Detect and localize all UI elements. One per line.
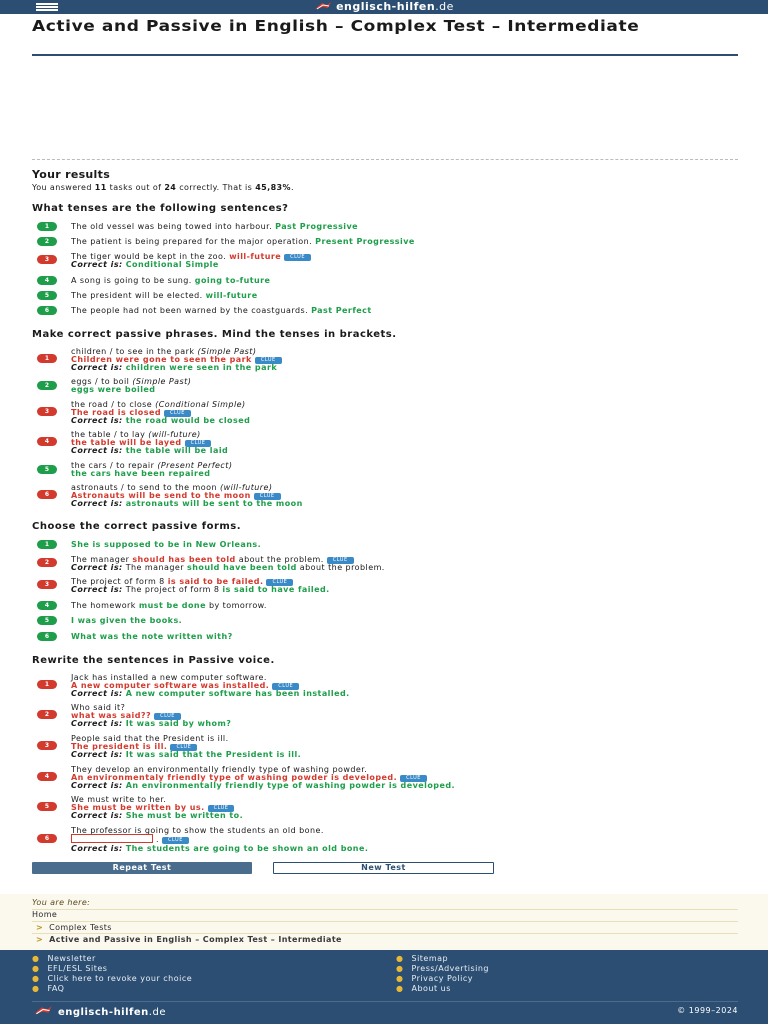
task-item: 2 The manager should has been told about the problem. CLUE Correct is: The manager should have been told about the problem.	[32, 555, 738, 573]
top-bar	[0, 0, 768, 14]
task-item: 5 The president will be elected. will-future	[32, 291, 738, 305]
footer-link-privacy[interactable]: ● Privacy Policy	[396, 974, 474, 983]
task-item: 6 astronauts / to send to the moon (will-future) Astronauts will be send to the moon CLUE Correct is: astronauts will be sent to the moon	[32, 483, 738, 509]
answer-correct: Past Perfect	[311, 306, 372, 315]
task-item: 3 the road / to close (Conditional Simple) The road is closed CLUE Correct is: the road would be closed	[32, 400, 738, 426]
task-item: 3 The project of form 8 is said to be failed. CLUE Correct is: The project of form 8 is said to have failed.	[32, 577, 738, 595]
clue-button[interactable]: CLUE	[255, 357, 282, 364]
task-item	[32, 632, 738, 646]
answer-wrong: Astronauts will be send to the moon	[71, 491, 251, 500]
breadcrumb-heading: You are here:	[32, 898, 91, 907]
answer-correct: Past Progressive	[275, 222, 359, 231]
clue-button[interactable]: CLUE	[254, 493, 281, 500]
answer-wrong: An environmentaly friendly type of washing powder is developed.	[71, 773, 398, 782]
task-item	[32, 540, 738, 554]
answer-wrong: The road is closed	[71, 408, 161, 417]
answer-correct: What was the note written with?	[71, 632, 233, 641]
clue-button[interactable]: CLUE	[162, 837, 189, 844]
answer-correct: must be done	[138, 601, 206, 610]
task-number-badge: 4	[37, 601, 57, 610]
correct-answer: It was said that the President is ill.	[125, 750, 302, 759]
footer-logo[interactable]: englisch-hilfen.de	[32, 1005, 166, 1018]
task-number-badge: 1	[37, 540, 57, 549]
task-item: 1 children / to see in the park (Simple Past) Children were gone to seen the park CLUE Correct is: children were seen in the park	[32, 347, 738, 373]
task-item: 6 The people had not been warned by the coastguards. Past Perfect	[32, 306, 738, 320]
answer-wrong: The president is ill.	[71, 742, 168, 751]
footer-link-faq[interactable]: ● FAQ	[32, 984, 65, 993]
section-heading-rewrite: Rewrite the sentences in Passive voice.	[32, 655, 275, 666]
task-item: 4 A song is going to be sung. going to-future	[32, 276, 738, 290]
site-logo[interactable]	[0, 1, 768, 13]
task-number-badge: 4	[37, 437, 57, 446]
bullet-icon: ●	[32, 984, 40, 993]
clue-button[interactable]: CLUE	[272, 683, 299, 690]
total-count: 24	[164, 183, 177, 192]
task-number-badge: 5	[37, 291, 57, 300]
answer-wrong: the table will be layed	[71, 438, 182, 447]
answer-input[interactable]	[71, 834, 153, 843]
ad-divider	[32, 159, 738, 160]
clue-button[interactable]: CLUE	[327, 557, 354, 564]
section-heading-forms: Choose the correct passive forms.	[32, 521, 242, 532]
footer-link-newsletter[interactable]: ● Newsletter	[32, 954, 96, 963]
footer-link-efl-sites[interactable]: ● EFL/ESL Sites	[32, 964, 108, 973]
bullet-icon: ●	[32, 974, 40, 983]
bullet-icon: ●	[396, 954, 404, 963]
task-number-badge: 1	[37, 354, 57, 363]
answer-correct: eggs were boiled	[71, 385, 156, 394]
answer-wrong: Children were gone to seen the park	[71, 355, 252, 364]
breadcrumb-complex-tests[interactable]: > Complex Tests	[36, 923, 112, 932]
task-item	[32, 616, 738, 630]
footer-link-sitemap[interactable]: ● Sitemap	[396, 954, 449, 963]
correct-answer: The students are going to be shown an old bone.	[125, 844, 369, 853]
answer-correct: I was given the books.	[71, 616, 183, 625]
answer-wrong: should has been told	[132, 555, 236, 564]
correct-answer: An environmentally friendly type of washing powder is developed.	[125, 781, 455, 790]
task-number-badge: 6	[37, 490, 57, 499]
task-number-badge: 2	[37, 558, 57, 567]
site-tld: .de	[435, 0, 454, 13]
task-number-badge: 4	[37, 772, 57, 781]
task-item: 2 eggs / to boil (Simple Past) eggs were boiled	[32, 377, 738, 395]
answer-wrong: She must be written by us.	[71, 803, 205, 812]
task-number-badge: 3	[37, 741, 57, 750]
clue-button[interactable]: CLUE	[170, 744, 197, 751]
task-item: 5 We must write to her. She must be written by us. CLUE Correct is: She must be written to.	[32, 795, 738, 821]
answer-correct: the cars have been repaired	[71, 469, 211, 478]
breadcrumb-current: > Active and Passive in English – Complex Test – Intermediate	[36, 935, 342, 944]
clue-button[interactable]: CLUE	[154, 713, 181, 720]
task-item: 5 the cars / to repair (Present Perfect) the cars have been repaired	[32, 461, 738, 479]
task-number-badge: 5	[37, 465, 57, 474]
repeat-test-button[interactable]: Repeat Test	[32, 862, 252, 874]
clue-button[interactable]: CLUE	[185, 440, 212, 447]
bullet-icon: ●	[396, 964, 404, 973]
clue-button[interactable]: CLUE	[284, 254, 311, 261]
footer-link-revoke-choice[interactable]: ● Click here to revoke your choice	[32, 974, 193, 983]
task-item: 1 Jack has installed a new computer software. A new computer software was installed. CLUE Correct is: A new computer software has been installed.	[32, 673, 738, 699]
correct-answer: the road would be closed	[125, 416, 251, 425]
correct-answer: children were seen in the park	[125, 363, 278, 372]
answer-wrong: is said to be failed.	[167, 577, 264, 586]
correct-answer: should have been told	[187, 563, 297, 572]
bullet-icon: ●	[32, 954, 40, 963]
copyright: © 1999–2024	[677, 1006, 738, 1015]
clue-button[interactable]: CLUE	[400, 775, 427, 782]
task-number-badge: 6	[37, 834, 57, 843]
task-number-badge: 1	[37, 680, 57, 689]
answer-wrong: will-future	[229, 252, 282, 261]
correct-answer: A new computer software has been installed.	[125, 689, 350, 698]
breadcrumb-home[interactable]: Home	[32, 910, 58, 919]
correct-count: 11	[94, 183, 107, 192]
task-number-badge: 3	[37, 255, 57, 264]
answer-correct: Present Progressive	[315, 237, 415, 246]
task-number-badge: 2	[37, 381, 57, 390]
clue-button[interactable]: CLUE	[164, 410, 191, 417]
task-item: 2 Who said it? what was said?? CLUE Correct is: It was said by whom?	[32, 703, 738, 729]
title-divider	[32, 54, 738, 56]
footer-link-press[interactable]: ● Press/Advertising	[396, 964, 489, 973]
task-item: 1 The old vessel was being towed into harbour. Past Progressive	[32, 222, 738, 236]
task-number-badge: 4	[37, 276, 57, 285]
breadcrumb	[0, 894, 768, 950]
footer-link-about[interactable]: ● About us	[396, 984, 451, 993]
task-number-badge: 3	[37, 580, 57, 589]
results-heading: Your results	[32, 168, 111, 181]
section-heading-tenses: What tenses are the following sentences?	[32, 203, 289, 214]
correct-answer: is said to have failed.	[222, 585, 330, 594]
answer-correct: going to-future	[194, 276, 271, 285]
page-title: Active and Passive in English – Complex Test – Intermediate	[32, 17, 640, 36]
chevron-right-icon: >	[36, 935, 44, 944]
correct-answer: astronauts will be sent to the moon	[125, 499, 303, 508]
task-number-badge: 2	[37, 710, 57, 719]
answer-correct: She is supposed to be in New Orleans.	[71, 540, 262, 549]
answer-wrong: A new computer software was installed.	[71, 681, 270, 690]
correct-answer: She must be written to.	[125, 811, 244, 820]
task-item: 4 They develop an environmentally friendly type of washing powder. An environmentaly friendly type of washing powder is developed. CLUE Correct is: An environmentally friendly type of washing powder is developed.	[32, 765, 738, 791]
new-test-button[interactable]: New Test	[273, 862, 494, 874]
correct-answer: It was said by whom?	[125, 719, 232, 728]
clue-button[interactable]: CLUE	[208, 805, 235, 812]
correct-answer: Conditional Simple	[125, 260, 219, 269]
answer-correct: will-future	[205, 291, 258, 300]
section-heading-phrases: Make correct passive phrases. Mind the tenses in brackets.	[32, 329, 397, 340]
task-item: 3 People said that the President is ill. The president is ill. CLUE Correct is: It was said that the President is ill.	[32, 734, 738, 760]
task-number-badge: 6	[37, 632, 57, 641]
clue-button[interactable]: CLUE	[266, 579, 293, 586]
task-number-badge: 5	[37, 802, 57, 811]
task-number-badge: 6	[37, 306, 57, 315]
task-item: 3 The tiger would be kept in the zoo. will-future CLUE Correct is: Conditional Simple	[32, 252, 738, 266]
task-number-badge: 3	[37, 407, 57, 416]
task-item: 4 the table / to lay (will-future) the table will be layed CLUE Correct is: the table will be laid	[32, 430, 738, 456]
correct-answer: the table will be laid	[125, 446, 229, 455]
task-item: 4 The homework must be done by tomorrow.	[32, 601, 738, 615]
results-summary: You answered 11 tasks out of 24 correctly. That is 45,83%.	[32, 183, 294, 192]
bullet-icon: ●	[396, 974, 404, 983]
flag-logo-icon	[314, 1, 332, 11]
task-item: 6 The professor is going to show the students an old bone. . CLUE Correct is: The students are going to be shown an old bone.	[32, 826, 738, 852]
task-item: 2 The patient is being prepared for the major operation. Present Progressive	[32, 237, 738, 251]
footer	[0, 950, 768, 1024]
bullet-icon: ●	[396, 984, 404, 993]
site-name: englisch-hilfen	[336, 0, 436, 13]
task-number-badge: 2	[37, 237, 57, 246]
task-number-badge: 1	[37, 222, 57, 231]
task-number-badge: 5	[37, 616, 57, 625]
answer-wrong: what was said??	[71, 711, 152, 720]
flag-logo-icon	[32, 1005, 54, 1016]
chevron-right-icon: >	[36, 923, 44, 932]
bullet-icon: ●	[32, 964, 40, 973]
score-percent: 45,83%	[255, 183, 291, 192]
